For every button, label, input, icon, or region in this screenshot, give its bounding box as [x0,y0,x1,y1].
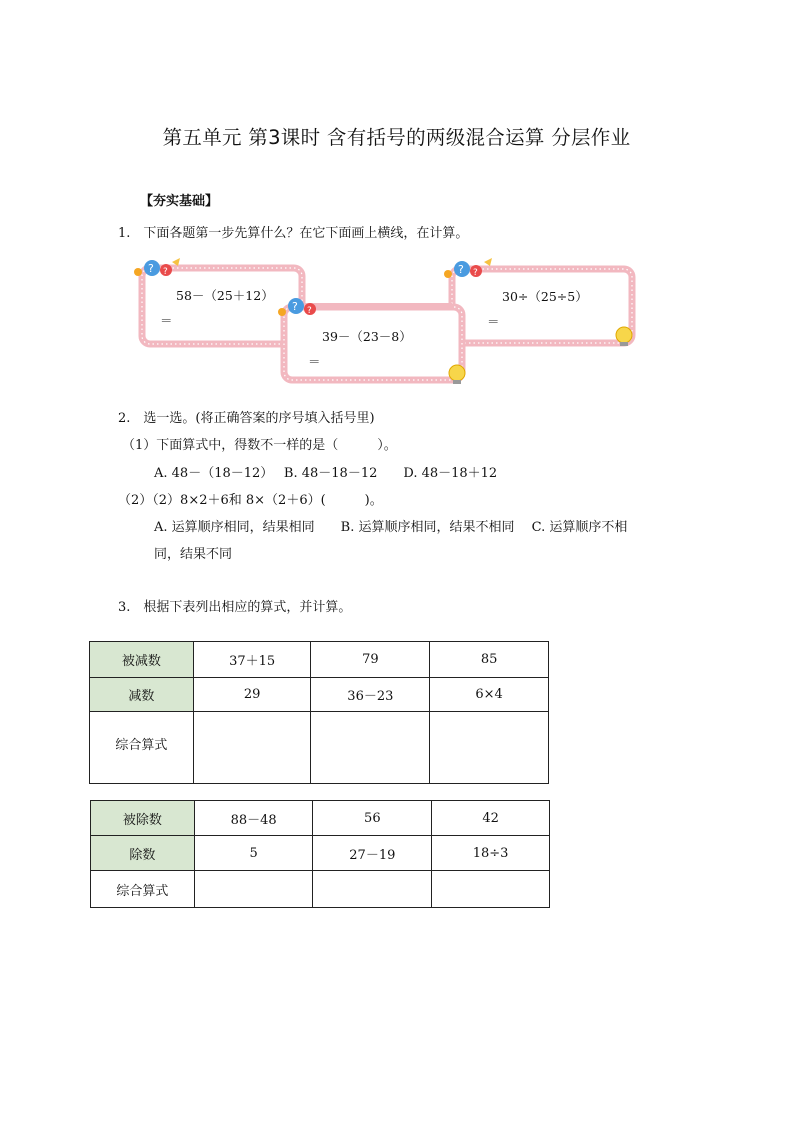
row-label-expression: 综合算式 [90,712,194,784]
table-cell: 37＋15 [193,642,311,678]
table-cell: 85 [430,642,549,678]
table-cell: 6×4 [430,678,549,712]
question-1-prompt: 1. 下面各题第一步先算什么？在它下面画上横线，在计算。 [118,226,469,241]
svg-text:?: ? [307,306,312,316]
question-2-sub2-options-cont: 同，结果不同 [154,547,233,562]
question-mark-icon [278,298,316,316]
question-2-sub1-options: A. 48－（18－12） B. 48－18－12 D. 48－18＋12 [154,466,498,481]
page-title: 第五单元 第3课时 含有括号的两级混合运算 分层作业 [162,126,631,149]
expression-3: 30÷（25÷5） [502,289,588,304]
svg-text:?: ? [148,262,154,275]
table-cell: 29 [193,678,311,712]
svg-text:?: ? [292,300,298,313]
section-header: 【夯实基础】 [140,194,219,209]
expression-1: 58－（25＋12） [176,288,274,303]
table-row [91,801,550,836]
table-cell: 27－19 [313,836,432,871]
expression-frame-3 [452,269,632,343]
question-3-prompt: 3. 根据下表列出相应的算式，并计算。 [118,600,352,615]
table-cell: 56 [313,801,432,836]
subtraction-table [89,641,549,784]
row-label-expression: 综合算式 [91,871,195,908]
equals-1: ＝ [160,313,173,328]
table-row [90,678,549,712]
svg-text:?: ? [473,268,478,278]
table-row [90,712,549,784]
table-row [90,642,549,678]
answer-cell[interactable] [194,871,313,908]
row-label-minuend: 被减数 [90,642,194,678]
table-row [91,871,550,908]
answer-cell[interactable] [193,712,311,784]
svg-text:?: ? [163,267,168,277]
equals-3: ＝ [487,314,500,329]
row-label-divisor: 除数 [91,836,195,871]
frame-connector [302,303,452,309]
question-mark-icon [134,260,172,277]
question-2-sub2: （2）（2）8×2＋6和 8×（2＋6）( )。 [118,493,383,508]
division-table [90,800,550,908]
row-label-dividend: 被除数 [91,801,195,836]
table-cell: 18÷3 [432,836,550,871]
answer-cell[interactable] [313,871,432,908]
answer-cell[interactable] [311,712,430,784]
answer-cell[interactable] [432,871,550,908]
table-cell: 79 [311,642,430,678]
expression-2: 39－（23－8） [322,329,412,344]
question-2-sub2-options: A. 运算顺序相同，结果相同 B. 运算顺序相同，结果不相同 C. 运算顺序不相 [154,520,628,535]
answer-cell[interactable] [430,712,549,784]
svg-text:?: ? [458,263,464,276]
table-cell: 36－23 [311,678,430,712]
question-2-prompt: 2. 选一选。(将正确答案的序号填入括号里) [118,411,375,426]
question-2-sub1: （1）下面算式中，得数不一样的是（ ）。 [122,438,397,453]
expression-frame-1 [142,268,302,344]
table-cell: 42 [432,801,550,836]
row-label-subtrahend: 减数 [90,678,194,712]
equals-2: ＝ [308,354,321,369]
table-row [91,836,550,871]
table-cell: 5 [194,836,313,871]
table-cell: 88－48 [194,801,313,836]
